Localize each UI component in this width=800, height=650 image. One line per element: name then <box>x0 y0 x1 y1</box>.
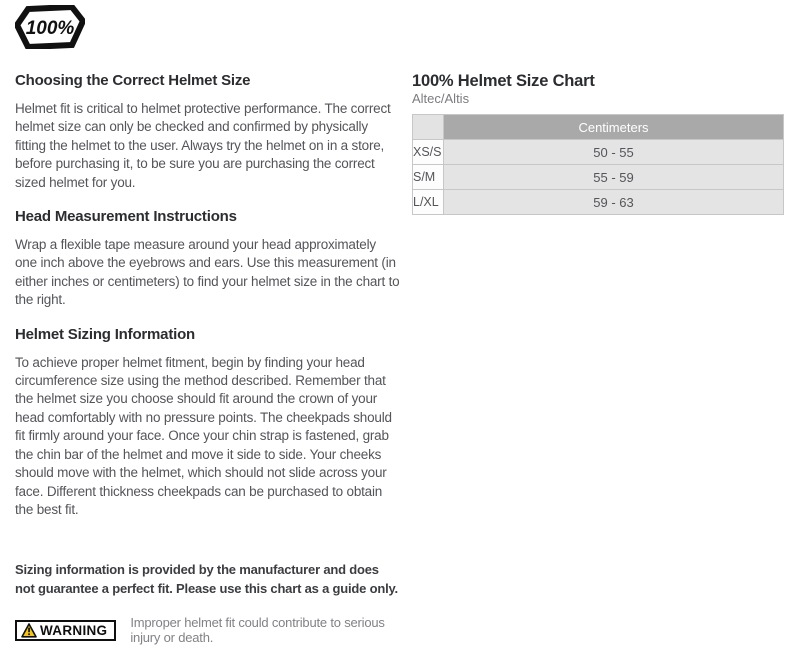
size-chart-corner-cell <box>413 115 444 140</box>
size-chart-subtitle: Altec/Altis <box>412 91 470 106</box>
section-heading: Head Measurement Instructions <box>15 208 237 226</box>
size-chart-column-header: Centimeters <box>444 115 784 140</box>
table-row <box>413 140 784 165</box>
section-body: To achieve proper helmet fitment, begin by finding your head circumference size using the method described. Remember that the helmet size you choose should fit around the crown of your head comfortably with no pressure points. The cheekpads should fit firmly around your face. Once your chin strap is fastened, grab the chin bar of the helmet and move it side to side. Your cheeks should move with the helmet, which should not slide across your face. Different thickness cheekpads can be purchased to obtain the best fit. <box>15 354 392 517</box>
size-chart-header-row <box>413 115 784 140</box>
section-heading: Choosing the Correct Helmet Size <box>15 72 251 89</box>
size-chart-column <box>412 72 784 215</box>
size-label: L/XL <box>413 190 444 215</box>
warning-badge <box>15 620 116 641</box>
brand-logo-100-percent-icon <box>15 5 85 49</box>
section-body: Wrap a flexible tape measure around your head approximately one inch above the eyebrows and ears. Use this measurement (in either inches or centimeters) to find your helmet size in the chart to the right. <box>15 237 400 308</box>
size-label: XS/S <box>413 140 444 165</box>
warning-badge-label: WARNING <box>40 622 108 638</box>
section-body: Helmet fit is critical to helmet protective performance. The correct helmet size can only be checked and confirmed by physically fitting the helmet to the user. Always try the helmet on in a store, before purchasing it, to be sure you are purchasing the correct sized helmet for you. <box>15 101 391 190</box>
section-head-measurement <box>15 208 400 310</box>
sizing-instructions-column <box>15 72 400 647</box>
manufacturer-disclaimer: Sizing information is provided by the manufacturer and does not guarantee a perfect fit. Please use this chart as a guide only. <box>15 562 398 596</box>
size-range-cm: 55 - 59 <box>444 165 784 190</box>
size-label: S/M <box>413 165 444 190</box>
size-range-cm: 59 - 63 <box>444 190 784 215</box>
size-chart-title: 100% Helmet Size Chart <box>412 72 595 90</box>
section-choosing-size <box>15 72 400 192</box>
section-sizing-information <box>15 326 400 520</box>
warning-triangle-icon <box>21 623 37 638</box>
table-row <box>413 165 784 190</box>
table-row <box>413 190 784 215</box>
warning-row <box>15 615 400 645</box>
section-heading: Helmet Sizing Information <box>15 325 196 343</box>
size-chart-table <box>412 114 784 215</box>
size-range-cm: 50 - 55 <box>444 140 784 165</box>
warning-text: Improper helmet fit could contribute to serious injury or death. <box>130 615 385 645</box>
brand-logo-text: 100% <box>25 18 75 39</box>
